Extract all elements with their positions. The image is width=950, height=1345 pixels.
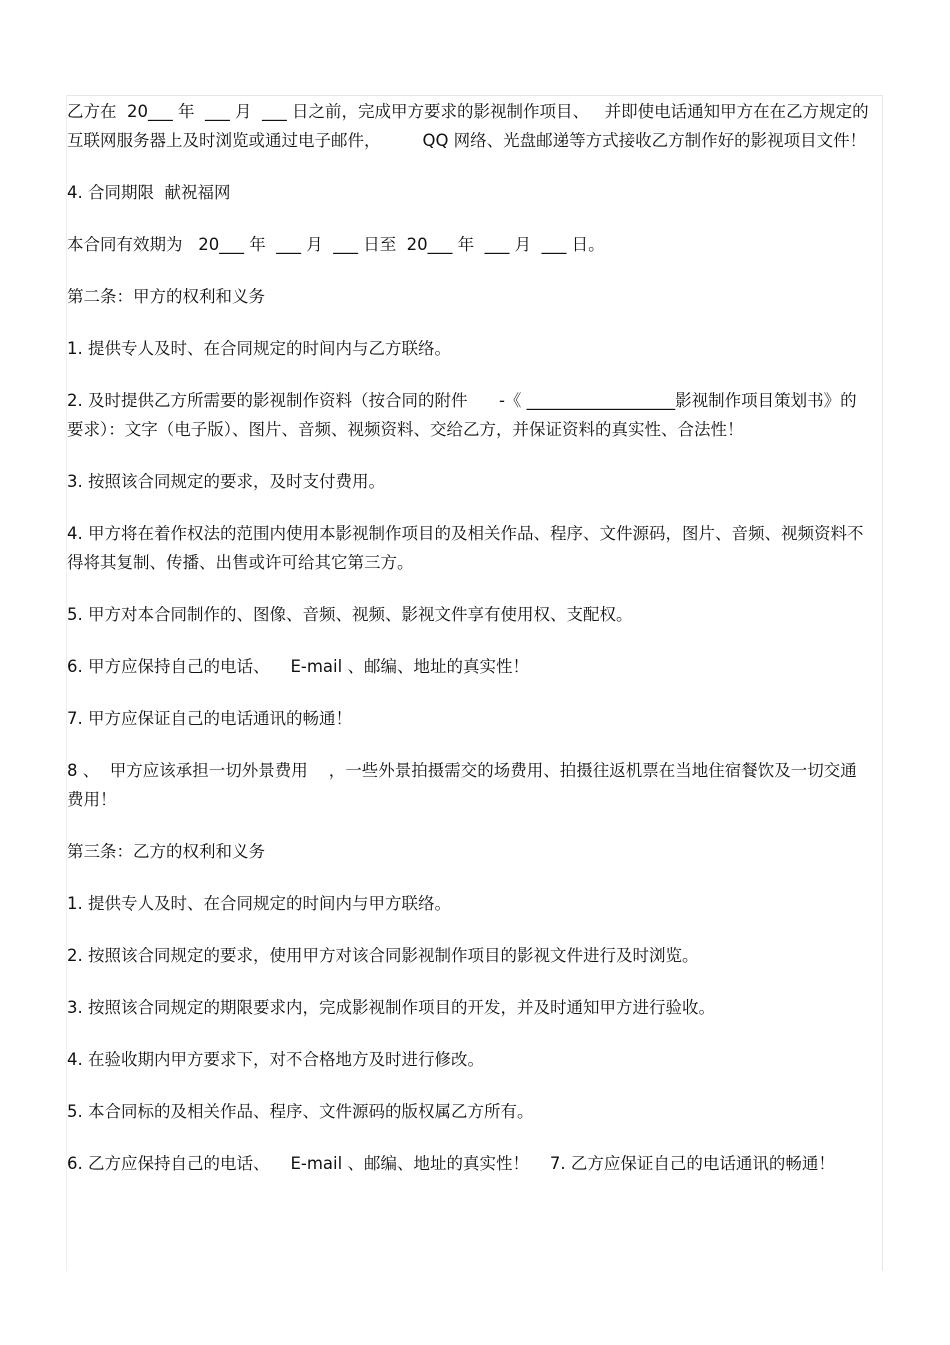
section-heading-party-a: 第二条：甲方的权利和义务 — [67, 287, 265, 306]
list-item: 1. 提供专人及时、在合同规定的时间内与甲方联络。 — [67, 894, 451, 913]
list-item: 3. 按照该合同规定的期限要求内，完成影视制作项目的开发，并及时通知甲方进行验收。 — [67, 998, 715, 1017]
list-item: 8 、 甲方应该承担一切外景费用 ，一些外景拍摄需交的场费用、拍摄往返机票在当地住宿餐饮及一切交通费用！ — [67, 761, 857, 809]
list-item: 6. 甲方应保持自己的电话、 E-mail 、邮编、地址的真实性！ — [67, 657, 529, 676]
section-heading-party-b: 第三条：乙方的权利和义务 — [67, 842, 265, 861]
list-item: 2. 及时提供乙方所需要的影视制作资料（按合同的附件 -《 __________________影视制作项目策划书》的要求）：文字（电子版）、图片、音频、视频资料、交给乙方，并保证资料的真实性、合法性！ — [67, 391, 857, 439]
paragraph-term-heading: 4. 合同期限 献祝福网 — [67, 183, 231, 202]
list-item: 5. 甲方对本合同制作的、图像、音频、视频、影视文件享有使用权、支配权。 — [67, 605, 633, 624]
list-item: 6. 乙方应保持自己的电话、 E-mail 、邮编、地址的真实性！ 7. 乙方应保证自己的电话通讯的畅通！ — [67, 1154, 835, 1173]
list-item: 4. 甲方将在着作权法的范围内使用本影视制作项目的及相关作品、程序、文件源码，图片、音频、视频资料不得将其复制、传播、出售或许可给其它第三方。 — [67, 524, 864, 572]
list-item: 7. 甲方应保证自己的电话通讯的畅通！ — [67, 709, 352, 728]
list-item: 2. 按照该合同规定的要求，使用甲方对该合同影视制作项目的影视文件进行及时浏览。 — [67, 946, 699, 965]
paragraph-delivery: 乙方在 20___ 年 ___ 月 ___ 日之前，完成甲方要求的影视制作项目、 并即使电话通知甲方在在乙方规定的互联网服务器上及时浏览或通过电子邮件， QQ 网络、光盘邮递等方式接收乙方制作好的影视项目文件！ — [67, 102, 869, 150]
paragraph-term-period: 本合同有效期为 20___ 年 ___ 月 ___ 日至 20___ 年 ___ 月 ___ 日。 — [67, 235, 605, 254]
list-item: 4. 在验收期内甲方要求下，对不合格地方及时进行修改。 — [67, 1050, 484, 1069]
list-item: 5. 本合同标的及相关作品、程序、文件源码的版权属乙方所有。 — [67, 1102, 534, 1121]
list-item: 3. 按照该合同规定的要求，及时支付费用。 — [67, 472, 385, 491]
document-body — [67, 97, 872, 1178]
list-item: 1. 提供专人及时、在合同规定的时间内与乙方联络。 — [67, 339, 451, 358]
